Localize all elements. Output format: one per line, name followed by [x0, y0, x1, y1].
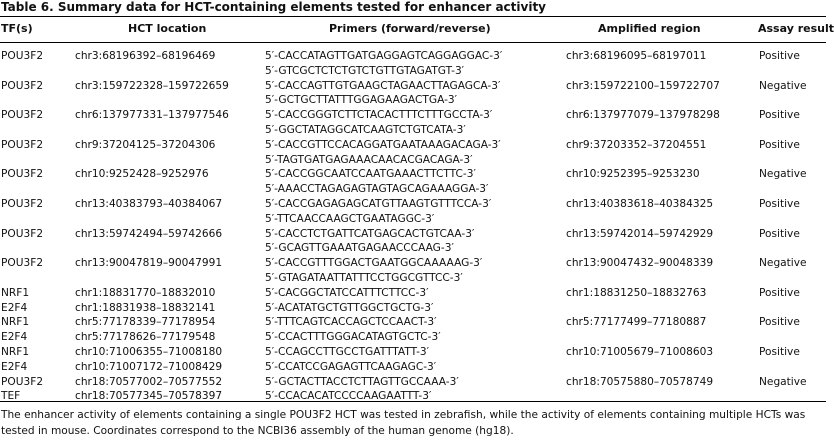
- tf-cell: NRF1: [1, 316, 30, 329]
- region-cell: chr13:40383618–40384325: [566, 197, 714, 210]
- result-cell: Negative: [759, 79, 807, 92]
- table-row: [0, 64, 826, 79]
- header-region: Amplified region: [598, 22, 701, 35]
- region-cell: chr13:59742014–59742929: [566, 227, 714, 240]
- primer-cell: 5′-CCATCCGAGAGTTCAAGAGC-3′: [265, 360, 437, 373]
- result-cell: Positive: [759, 109, 800, 122]
- primer-cell: 5′-CACCGGGTCTTCTACACTTTCTTTGCCTA-3′: [265, 109, 493, 122]
- location-cell: chr10:71006355–71008180: [75, 345, 223, 358]
- location-cell: chr13:40383793–40384067: [75, 197, 223, 210]
- table-row: [0, 241, 826, 256]
- table-row: [0, 49, 826, 64]
- tf-cell: E2F4: [1, 301, 28, 314]
- tf-cell: POU3F2: [1, 138, 44, 151]
- result-cell: Positive: [759, 227, 800, 240]
- tf-cell: TEF: [1, 390, 21, 403]
- result-cell: Positive: [759, 316, 800, 329]
- tf-cell: E2F4: [1, 331, 28, 344]
- primer-cell: 5′-GCTGCTTATTTGGAGAAGACTGA-3′: [265, 94, 458, 107]
- table-row: [0, 227, 826, 242]
- primer-cell: 5′-CCAGCCTTGCCTGATTTATT-3′: [265, 345, 430, 358]
- location-cell: chr5:77178626–77179548: [75, 331, 216, 344]
- primer-cell: 5′-CACCGTTTGGACTGAATGGCAAAAAG-3′: [265, 257, 483, 270]
- primer-cell: 5′-CACCGTTCCACAGGATGAATAAAGACAGA-3′: [265, 138, 501, 151]
- location-cell: chr9:37204125–37204306: [75, 138, 216, 151]
- result-cell: Positive: [759, 345, 800, 358]
- table-row: [0, 123, 826, 138]
- region-cell: chr10:9252395–9253230: [566, 168, 700, 181]
- table-row: [0, 286, 826, 301]
- table-row: [0, 360, 826, 375]
- region-cell: chr9:37203352–37204551: [566, 138, 707, 151]
- primer-cell: 5′-CACGGCTATCCATTTCTTCC-3′: [265, 286, 429, 299]
- tf-cell: POU3F2: [1, 79, 44, 92]
- table-row: [0, 301, 826, 316]
- primer-cell: 5′-TTTCAGTCACCAGCTCCAACT-3′: [265, 316, 437, 329]
- tf-cell: POU3F2: [1, 375, 44, 388]
- primer-cell: 5′-GGCTATAGGCATCAAGTCTGTCATA-3′: [265, 123, 466, 136]
- primer-cell: 5′-TAGTGATGAGAAACAACACGACAGA-3′: [265, 153, 473, 166]
- location-cell: chr5:77178339–77178954: [75, 316, 216, 329]
- header-tf: TF(s): [1, 22, 33, 35]
- table-row: [0, 345, 826, 360]
- region-cell: chr6:137977079–137978298: [566, 109, 720, 122]
- location-cell: chr13:59742494–59742666: [75, 227, 223, 240]
- location-cell: chr18:70577345–70578397: [75, 390, 223, 403]
- primer-cell: 5′-GTCGCTCTCTGTCTGTTGTAGATGT-3′: [265, 64, 465, 77]
- region-cell: chr3:68196095–68197011: [566, 50, 707, 62]
- location-cell: chr1:18831938–18832141: [75, 301, 216, 314]
- primer-cell: 5′-GCTACTTACCTCTTAGTTGCCAAA-3′: [265, 375, 459, 388]
- location-cell: chr3:159722328–159722659: [75, 79, 229, 92]
- tf-cell: NRF1: [1, 345, 30, 358]
- primer-cell: 5′-CACCTCTGATTCATGAGCACTGTCAA-3′: [265, 227, 475, 240]
- table-row: [0, 197, 826, 212]
- tf-cell: POU3F2: [1, 50, 44, 62]
- table-row: [0, 182, 826, 197]
- primer-cell: 5′-CACCGAGAGAGCATGTTAAGTGTTTCCA-3′: [265, 197, 492, 210]
- result-cell: Negative: [759, 375, 807, 388]
- table-row: [0, 315, 826, 330]
- primer-cell: 5′-CACCAGTTGTGAAGCTAGAACTTAGAGCA-3′: [265, 79, 501, 92]
- tf-cell: E2F4: [1, 360, 28, 373]
- table-row: [0, 93, 826, 108]
- region-cell: chr13:90047432–90048339: [566, 257, 714, 270]
- tf-cell: POU3F2: [1, 109, 44, 122]
- location-cell: chr13:90047819–90047991: [75, 257, 223, 270]
- header-location: HCT location: [128, 22, 207, 35]
- result-cell: Positive: [759, 197, 800, 210]
- table-row: [0, 167, 826, 182]
- tf-cell: POU3F2: [1, 257, 44, 270]
- primer-cell: 5′-ACATATGCTGTTGGCTGCTG-3′: [265, 301, 434, 314]
- table-title: Table 6. Summary data for HCT-containing elements tested for enhancer activity: [1, 0, 546, 14]
- result-cell: Negative: [759, 168, 807, 181]
- location-cell: chr10:9252428–9252976: [75, 168, 209, 181]
- primer-cell: 5′-GCAGTTGAAATGAGAACCCAAG-3′: [265, 242, 454, 255]
- table-row: [0, 79, 826, 94]
- tf-cell: POU3F2: [1, 168, 44, 181]
- location-cell: chr1:18831770–18832010: [75, 286, 216, 299]
- region-cell: chr18:70575880–70578749: [566, 375, 714, 388]
- primer-cell: 5′-CCACACATCCCCAAGAATTT-3′: [265, 390, 432, 403]
- primer-cell: 5′-AAACCTAGAGAGTAGTAGCAGAAAGGA-3′: [265, 183, 489, 196]
- primer-cell: 5′-CACCGGCAATCCAATGAAACTTCTTC-3′: [265, 168, 476, 181]
- header-primers: Primers (forward/reverse): [329, 22, 491, 35]
- primer-cell: 5′-TTCAACCAAGCTGAATAGGC-3′: [265, 212, 435, 225]
- result-cell: Positive: [759, 138, 800, 151]
- result-cell: Positive: [759, 50, 800, 62]
- table-row: [0, 271, 826, 286]
- primer-cell: 5′-CCACTTTGGGACATAGTGCTC-3′: [265, 331, 441, 344]
- tf-cell: NRF1: [1, 286, 30, 299]
- table-row: [0, 330, 826, 345]
- location-cell: chr18:70577002–70577552: [75, 375, 223, 388]
- table-row: [0, 153, 826, 168]
- table-row: [0, 256, 826, 271]
- primer-cell: 5′-GTAGATAATTATTTCCTGGCGTTCC-3′: [265, 271, 463, 284]
- region-cell: chr5:77177499–77180887: [566, 316, 707, 329]
- region-cell: chr10:71005679–71008603: [566, 345, 714, 358]
- location-cell: chr10:71007172–71008429: [75, 360, 223, 373]
- header-rule: [0, 42, 826, 43]
- header-result: Assay result: [758, 22, 834, 35]
- tf-cell: POU3F2: [1, 197, 44, 210]
- table-row: [0, 375, 826, 390]
- result-cell: Negative: [759, 257, 807, 270]
- top-rule: [0, 16, 826, 17]
- location-cell: chr6:137977331–137977546: [75, 109, 229, 122]
- region-cell: chr1:18831250–18832763: [566, 286, 707, 299]
- table-body: [0, 49, 826, 404]
- bottom-rule: [0, 401, 826, 402]
- table-row: [0, 212, 826, 227]
- table-row: [0, 138, 826, 153]
- result-cell: Positive: [759, 286, 800, 299]
- tf-cell: POU3F2: [1, 227, 44, 240]
- primer-cell: 5′-CACCATAGTTGATGAGGAGTCAGGAGGAC-3′: [265, 50, 503, 62]
- location-cell: chr3:68196392–68196469: [75, 50, 216, 62]
- table-row: [0, 108, 826, 123]
- region-cell: chr3:159722100–159722707: [566, 79, 720, 92]
- table-footnote: The enhancer activity of elements containing a single POU3F2 HCT was tested in zebrafish, while the activity of elements containing multiple HCTs was tested in mouse. Coordinates correspond to the NCBI36 assembly of the human genome (hg18).: [1, 409, 806, 437]
